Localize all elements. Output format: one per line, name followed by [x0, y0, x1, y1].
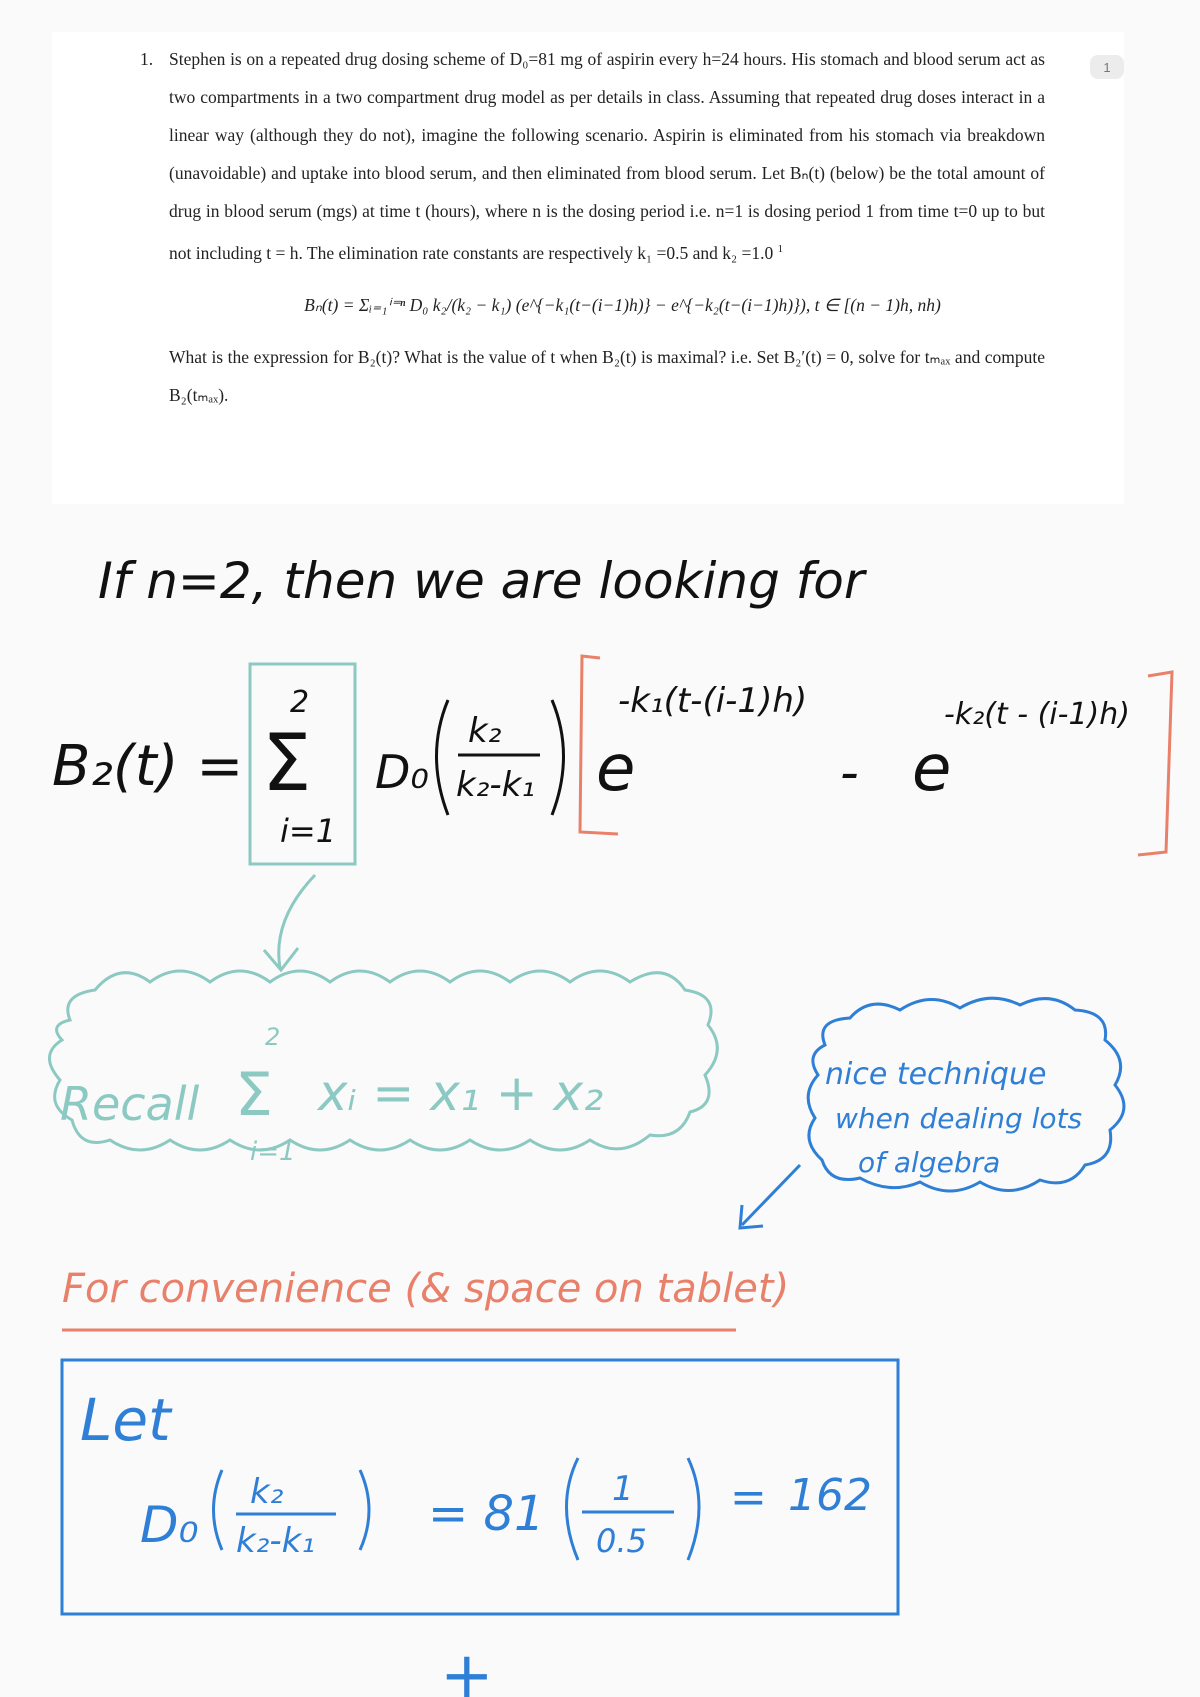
let-frac-num: k₂	[250, 1472, 284, 1512]
convenience-text: For convenience (& space on tablet)	[62, 1266, 790, 1312]
problem-formula: Bₙ(t) = Σᵢ₌₁ⁱ⁼ⁿ D₀ k₂/(k₂ − k₁) (e^{−k₁(t−(i−1)h)} − e^{−k₂(t−(i−1)h)}), t ∈ [(n − 1)h, nh)	[304, 294, 941, 315]
let-right-paren-icon	[360, 1470, 369, 1550]
right-paren-icon	[552, 700, 564, 815]
let-right-paren2-icon	[688, 1458, 699, 1560]
eq-minus: -	[840, 743, 859, 803]
recall-upper: 2	[265, 1023, 281, 1051]
let-half: 0.5	[596, 1522, 647, 1560]
eq-e2: e	[912, 732, 952, 806]
eq-lhs: B₂(t) =	[52, 734, 244, 799]
let-frac-den: k₂-k₁	[236, 1521, 315, 1561]
let-left-paren-icon	[214, 1470, 223, 1550]
problem-number: 1.	[140, 49, 154, 69]
sum-upper: 2	[290, 685, 310, 720]
footnote-mark: 1	[777, 243, 784, 255]
let-result: 162	[788, 1470, 872, 1521]
let-eq2: =	[730, 1472, 767, 1523]
let-eq1: = 81	[428, 1486, 545, 1542]
recall-sigma-icon: Σ	[235, 1060, 273, 1130]
let-left-paren2-icon	[567, 1458, 579, 1560]
problem-text: Stephen is on a repeated drug dosing scheme of D₀=81 mg of aspirin every h=24 hours. His stomach and blood serum act as two compartments in a two compartment drug model as per details in class. Assuming that repeated drug doses interact in a linear way (although they do not), imagine the following scenario. Aspirin is eliminated from his stomach via breakdown (unavoidable) and uptake into blood serum, and then eliminated from blood serum. Let Bₙ(t) (below) be the total amount of drug in blood serum (mgs) at time t (hours), where n is the dosing period i.e. n=1 is dosing period 1 from time t=0 up to but not including t = h. The elimination rate constants are respectively k₁ =0.5 and k₂ =1.0 $^1$	[169, 49, 1045, 263]
recall-word: Recall	[60, 1077, 200, 1131]
eq-exp1: -k₁(t-(i-1)h)	[618, 681, 808, 721]
notes-intro: If n=2, then we are looking for	[98, 552, 865, 610]
sum-lower: i=1	[280, 812, 337, 850]
sum-sigma-icon: Σ	[262, 719, 312, 809]
let-word: Let	[80, 1386, 171, 1454]
eq-e1: e	[596, 732, 636, 806]
problem-question: What is the expression for B₂(t)? What is the value of t when B₂(t) is maximal? i.e. Set B₂′(t) = 0, solve for tₘₐₓ and compute B₂(tₘₐₓ).	[169, 346, 1045, 405]
orange-right-bracket-icon	[1138, 672, 1172, 855]
tip-line3: of algebra	[858, 1146, 1001, 1179]
tip-line2: when dealing lots	[835, 1102, 1083, 1135]
tip-arrow-icon	[740, 1165, 800, 1228]
page-number-badge: 1	[1090, 55, 1124, 79]
frac-den: k₂-k₁	[456, 765, 535, 805]
let-one: 1	[612, 1469, 634, 1509]
trailing-plus: +	[440, 1639, 494, 1697]
eq-exp2: -k₂(t - (i-1)h)	[944, 697, 1130, 732]
let-d0: D₀	[140, 1496, 199, 1554]
recall-rhs: xᵢ = x₁ + x₂	[318, 1064, 604, 1122]
tip-line1: nice technique	[825, 1057, 1047, 1092]
left-paren-icon	[437, 700, 449, 815]
frac-num: k₂	[468, 711, 502, 751]
teal-arrow-icon	[264, 875, 315, 970]
eq-d0: D₀	[375, 745, 429, 799]
recall-lower: i=1	[250, 1137, 296, 1167]
